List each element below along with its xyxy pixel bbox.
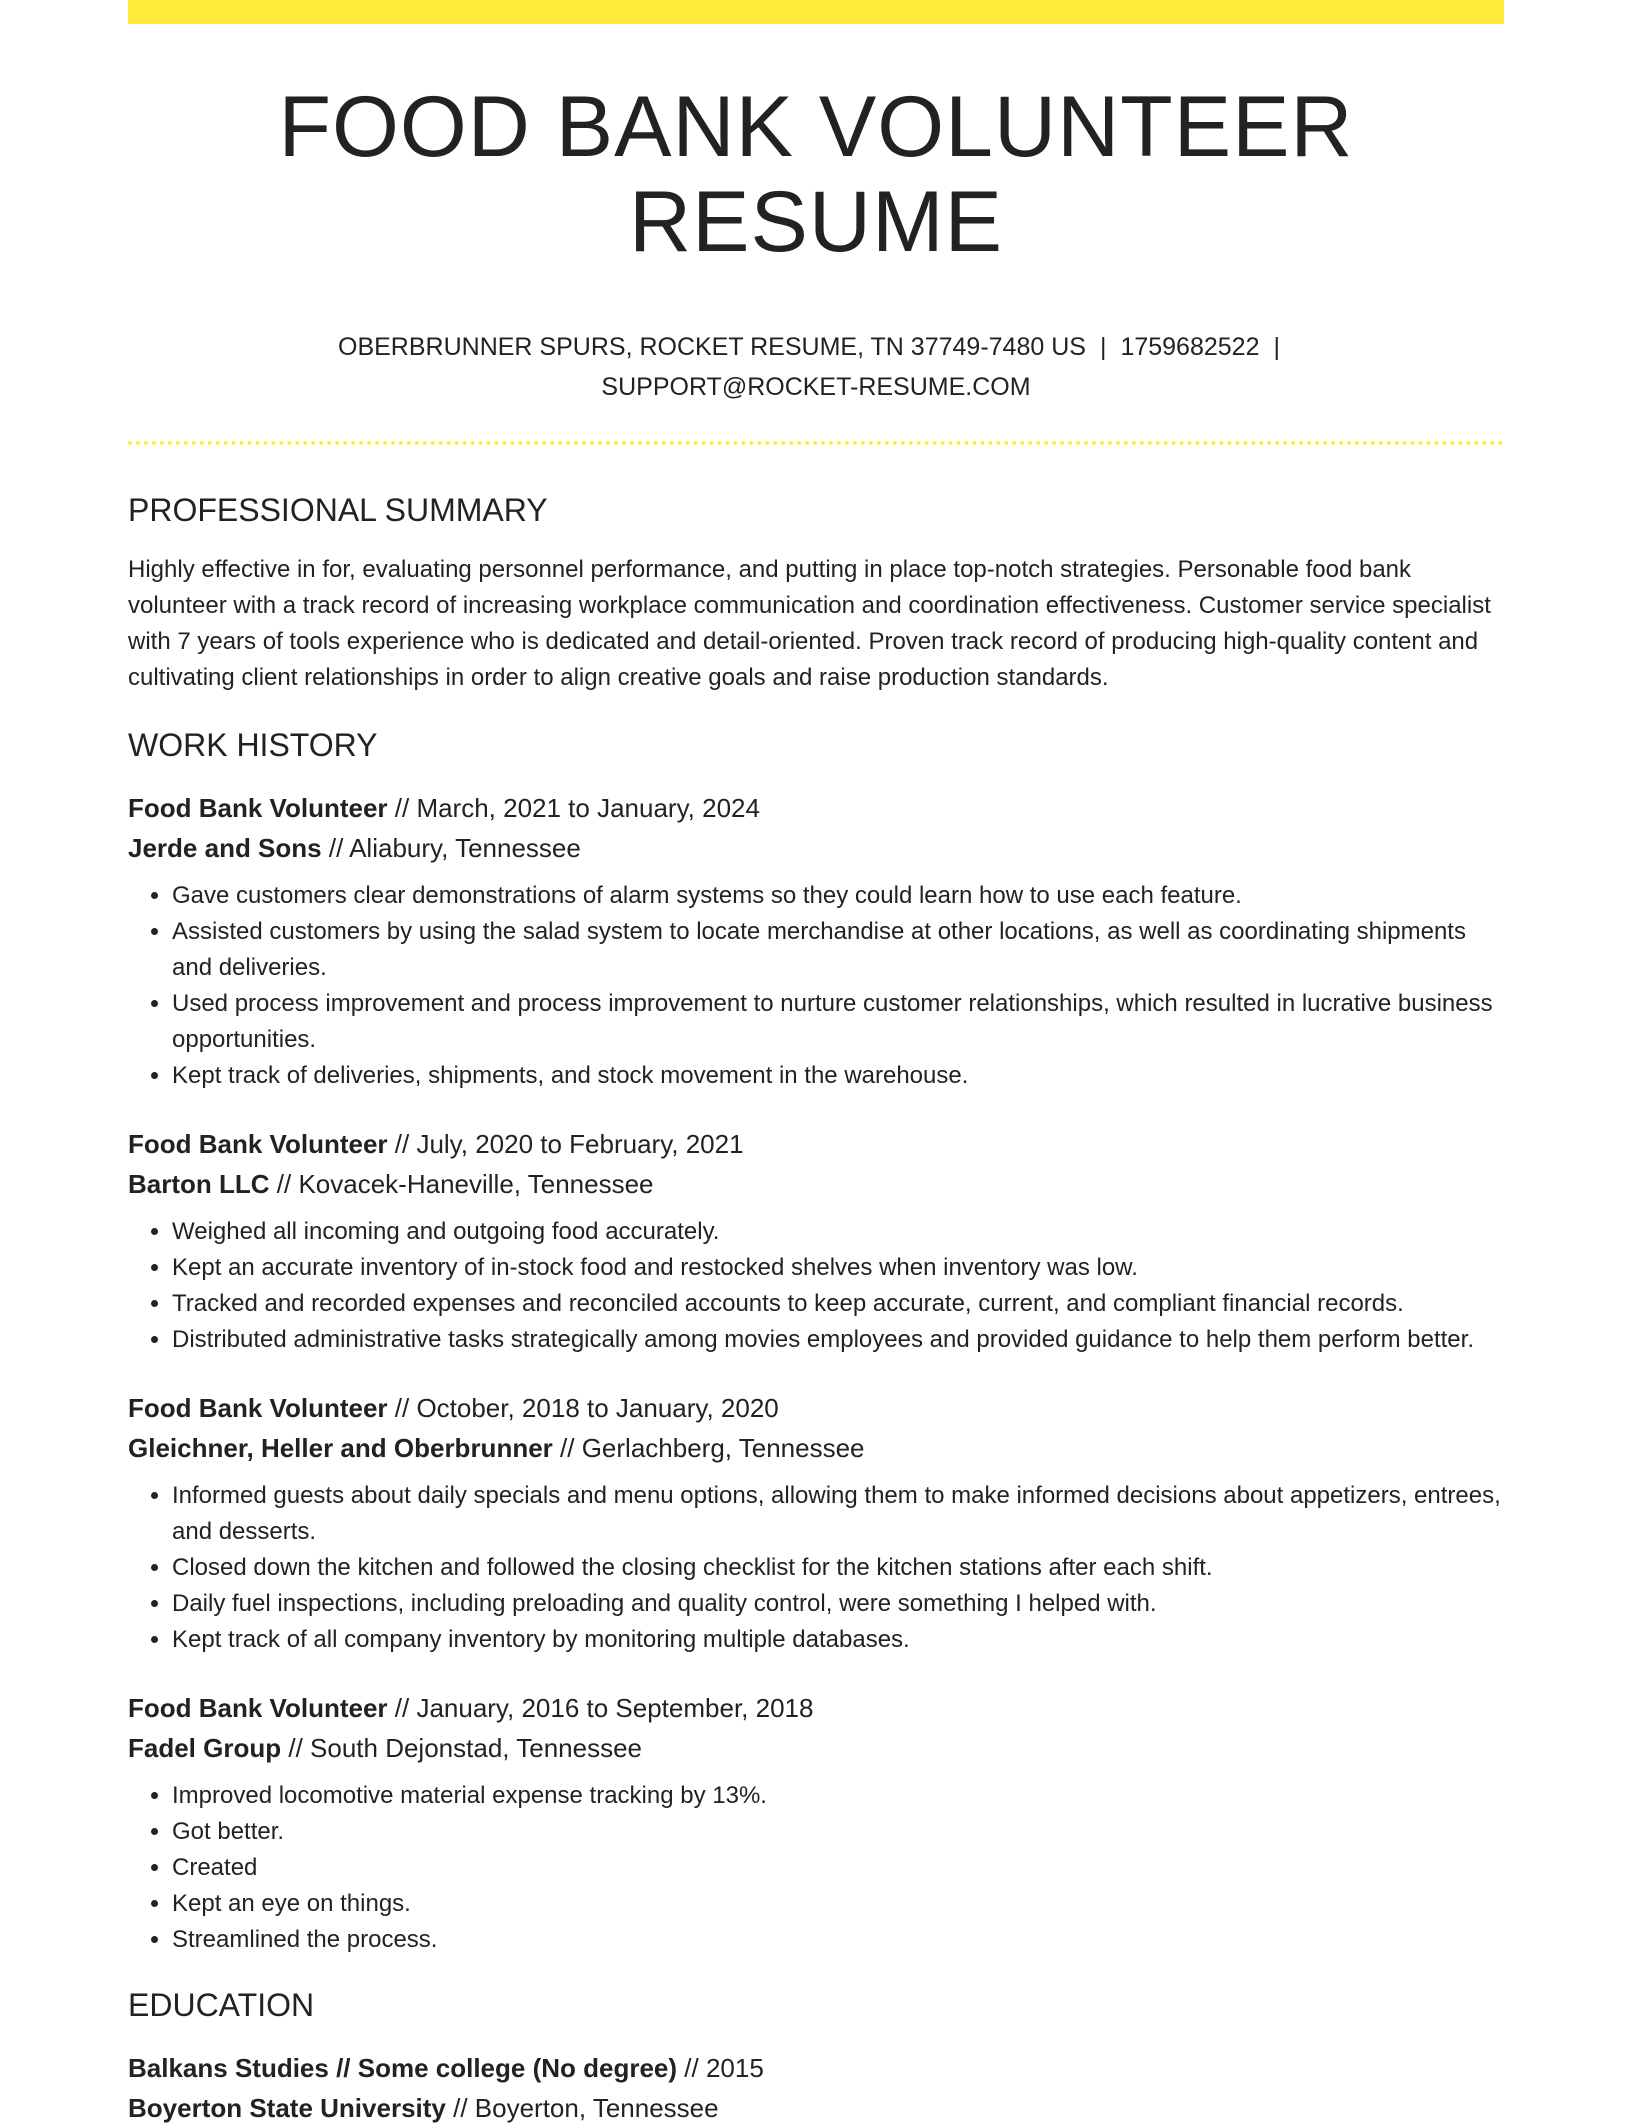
contact-phone: 1759682522: [1120, 333, 1260, 362]
job-dates: October, 2018 to January, 2020: [416, 1392, 779, 1423]
summary-heading: PROFESSIONAL SUMMARY: [128, 492, 548, 529]
job-delimiter: //: [387, 792, 417, 823]
job-bullet: • Assisted customers by using the salad system to locate merchandise at other locations, as well as coordinating shipments and deliveries.: [172, 914, 1504, 986]
job-company-line: [128, 1164, 1504, 1204]
job-bullet: • Kept an accurate inventory of in-stock food and restocked shelves when inventory was low.: [172, 1250, 1504, 1286]
job-entry: [128, 1124, 1504, 1358]
job-title-line: [128, 1388, 1504, 1428]
job-bullets: [128, 1478, 1504, 1658]
job-dates: January, 2016 to September, 2018: [416, 1692, 814, 1723]
job-title: Food Bank Volunteer: [128, 1128, 388, 1159]
education-year: 2015: [705, 2053, 764, 2084]
education-entry: [128, 2048, 1504, 2128]
job-bullet: • Distributed administrative tasks strategically among movies employees and provided guidance to help them perform better.: [172, 1322, 1504, 1358]
job-title: Food Bank Volunteer: [128, 1692, 388, 1723]
contact-email: SUPPORT@ROCKET-RESUME.COM: [601, 373, 1031, 402]
job-bullet: • Created: [172, 1850, 1504, 1886]
job-bullet: • Daily fuel inspections, including preloading and quality control, were something I helped with.: [172, 1586, 1504, 1622]
job-bullet: • Closed down the kitchen and followed the closing checklist for the kitchen stations after each shift.: [172, 1550, 1504, 1586]
job-bullet: • Tracked and recorded expenses and reconciled accounts to keep accurate, current, and compliant financial records.: [172, 1286, 1504, 1322]
job-title-line: [128, 1124, 1504, 1164]
resume-page: [128, 0, 1504, 2128]
work-history-heading: WORK HISTORY: [128, 726, 378, 763]
job-dates: July, 2020 to February, 2021: [416, 1128, 744, 1159]
dotted-divider: [128, 441, 1504, 445]
job-bullet: • Streamlined the process.: [172, 1922, 1504, 1958]
contact-info: [326, 327, 1306, 407]
education-degree-line: [128, 2048, 1504, 2088]
job-company: Gleichner, Heller and Oberbrunner: [128, 1432, 553, 1463]
education-school-line: [128, 2088, 1504, 2128]
job-bullet: • Kept track of deliveries, shipments, and stock movement in the warehouse.: [172, 1058, 1504, 1094]
job-bullet: • Improved locomotive material expense tracking by 13%.: [172, 1778, 1504, 1814]
job-delimiter: //: [387, 1128, 417, 1159]
job-bullet: • Informed guests about daily specials and menu options, allowing them to make informed decisions about appetizers, entrees, and desserts.: [172, 1478, 1504, 1550]
job-company-line: [128, 828, 1504, 868]
job-bullets: [128, 878, 1504, 1094]
job-bullets: [128, 1214, 1504, 1358]
job-bullet: • Kept track of all company inventory by monitoring multiple databases.: [172, 1622, 1504, 1658]
resume-title: FOOD BANK VOLUNTEER RESUME: [278, 79, 1354, 270]
job-entry: [128, 788, 1504, 1094]
job-company: Jerde and Sons: [128, 832, 322, 863]
job-delimiter: //: [281, 1732, 311, 1763]
job-dates: March, 2021 to January, 2024: [416, 792, 760, 823]
contact-separator: |: [1273, 333, 1280, 362]
education-school: Boyerton State University: [128, 2093, 446, 2124]
job-delimiter: //: [321, 832, 350, 863]
education-heading: EDUCATION: [128, 1986, 315, 2023]
job-delimiter: //: [552, 1432, 582, 1463]
summary-text: Highly effective in for, evaluating personnel performance, and putting in place top-notch strategies. Personable food bank volunteer with a track record of increasing workplace communication and coordination effectiveness. Customer service specialist with 7 years of tools experience who is dedicated and detail-oriented. Proven track record of producing high-quality content and cultivating client relationships in order to align creative goals and raise production standards.: [128, 555, 1491, 691]
contact-separator: |: [1099, 333, 1107, 362]
contact-address: OBERBRUNNER SPURS, ROCKET RESUME, TN 37749-7480 US: [338, 333, 1086, 362]
education-delimiter: //: [445, 2093, 475, 2124]
education-degree: Balkans Studies // Some college (No degree): [128, 2053, 678, 2084]
job-company-line: [128, 1428, 1504, 1468]
job-location: Kovacek-Haneville, Tennessee: [298, 1168, 654, 1199]
job-company: Fadel Group: [128, 1732, 282, 1763]
job-delimiter: //: [269, 1168, 299, 1199]
job-entry: [128, 1388, 1504, 1658]
job-title-line: [128, 1688, 1504, 1728]
job-bullet: • Used process improvement and process improvement to nurture customer relationships, which resulted in lucrative business opportunities.: [172, 986, 1504, 1058]
job-location: South Dejonstad, Tennessee: [310, 1732, 643, 1763]
education-delimiter: //: [677, 2053, 706, 2084]
job-bullet: • Weighed all incoming and outgoing food accurately.: [172, 1214, 1504, 1250]
job-bullet: • Kept an eye on things.: [172, 1886, 1504, 1922]
job-bullet: • Got better.: [172, 1814, 1504, 1850]
job-title: Food Bank Volunteer: [128, 1392, 388, 1423]
job-delimiter: //: [387, 1692, 417, 1723]
job-bullet: • Gave customers clear demonstrations of alarm systems so they could learn how to use each feature.: [172, 878, 1504, 914]
job-delimiter: //: [387, 1392, 417, 1423]
job-title-line: [128, 788, 1504, 828]
job-title: Food Bank Volunteer: [128, 792, 388, 823]
job-company: Barton LLC: [128, 1168, 270, 1199]
top-accent-bar: [128, 0, 1504, 24]
job-location: Gerlachberg, Tennessee: [581, 1432, 865, 1463]
job-entry: [128, 1688, 1504, 1958]
job-location: Aliabury, Tennessee: [349, 832, 581, 863]
job-company-line: [128, 1728, 1504, 1768]
education-location: Boyerton, Tennessee: [474, 2093, 719, 2124]
job-bullets: [128, 1778, 1504, 1958]
